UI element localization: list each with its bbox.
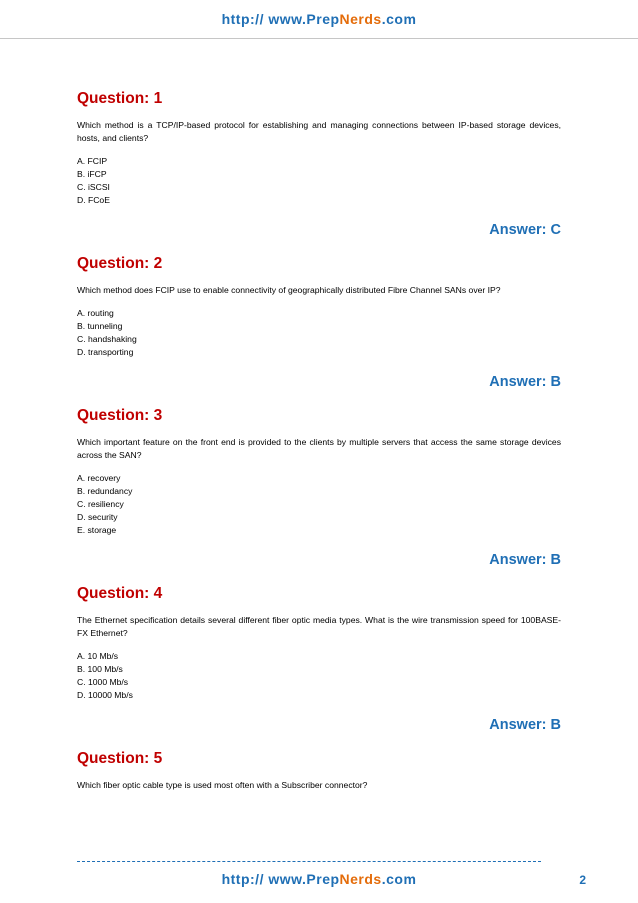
option-c: C. handshaking bbox=[77, 334, 137, 344]
question-title: Question: 4 bbox=[77, 585, 163, 602]
question-text: Which important feature on the front end is provided to the clients by multiple servers that access the same storage devices across the SAN? bbox=[77, 437, 561, 460]
answer-label: Answer: B bbox=[489, 717, 561, 733]
page-number: 2 bbox=[579, 873, 586, 887]
header-divider bbox=[0, 38, 638, 39]
option-d: D. FCoE bbox=[77, 195, 110, 205]
option-c: C. 1000 Mb/s bbox=[77, 677, 129, 687]
option-list bbox=[77, 650, 561, 702]
option-list bbox=[77, 155, 561, 207]
option-c: C. resiliency bbox=[77, 499, 124, 509]
question-1 bbox=[77, 90, 561, 239]
question-text: The Ethernet specification details several different fiber optic media types. What is the wire transmission speed for 100BASE-FX Ethernet? bbox=[77, 615, 561, 638]
option-e: E. storage bbox=[77, 525, 117, 535]
footer-url-brand-prep: Prep bbox=[306, 871, 340, 887]
header-url[interactable] bbox=[0, 11, 638, 27]
question-text: Which method does FCIP use to enable connectivity of geographically distributed Fibre Channel SANs over IP? bbox=[77, 285, 501, 295]
header-url-prefix: http:// www. bbox=[221, 11, 307, 27]
footer-url-prefix: http:// www. bbox=[221, 871, 307, 887]
option-d: D. security bbox=[77, 512, 118, 522]
question-title: Question: 1 bbox=[77, 90, 163, 107]
footer-divider bbox=[77, 861, 541, 862]
header-url-brand-nerds: Nerds bbox=[339, 11, 382, 27]
header-url-brand-prep: Prep bbox=[306, 11, 340, 27]
option-a: A. routing bbox=[77, 308, 114, 318]
footer-url-suffix: .com bbox=[381, 871, 417, 887]
option-a: A. FCIP bbox=[77, 156, 108, 166]
question-title: Question: 2 bbox=[77, 255, 163, 272]
question-text: Which method is a TCP/IP-based protocol for establishing and managing connections between IP-based storage devices, hosts, and clients? bbox=[77, 120, 561, 143]
option-c: C. iSCSI bbox=[77, 182, 110, 192]
option-a: A. recovery bbox=[77, 473, 121, 483]
option-a: A. 10 Mb/s bbox=[77, 651, 119, 661]
option-b: B. tunneling bbox=[77, 321, 123, 331]
question-5 bbox=[77, 750, 561, 792]
question-text: Which fiber optic cable type is used most often with a Subscriber connector? bbox=[77, 780, 368, 790]
option-d: D. transporting bbox=[77, 347, 134, 357]
header-url-suffix: .com bbox=[381, 11, 417, 27]
option-b: B. iFCP bbox=[77, 169, 107, 179]
option-list bbox=[77, 472, 561, 537]
question-4 bbox=[77, 585, 561, 734]
answer-label: Answer: C bbox=[489, 222, 561, 238]
question-list bbox=[77, 90, 561, 802]
footer-url[interactable] bbox=[0, 871, 638, 887]
question-2 bbox=[77, 255, 561, 391]
question-title: Question: 3 bbox=[77, 407, 163, 424]
option-d: D. 10000 Mb/s bbox=[77, 690, 133, 700]
question-title: Question: 5 bbox=[77, 750, 163, 767]
option-list bbox=[77, 307, 561, 359]
option-b: B. redundancy bbox=[77, 486, 133, 496]
answer-label: Answer: B bbox=[489, 552, 561, 568]
footer-url-brand-nerds: Nerds bbox=[339, 871, 382, 887]
answer-label: Answer: B bbox=[489, 374, 561, 390]
question-3 bbox=[77, 407, 561, 569]
option-b: B. 100 Mb/s bbox=[77, 664, 123, 674]
